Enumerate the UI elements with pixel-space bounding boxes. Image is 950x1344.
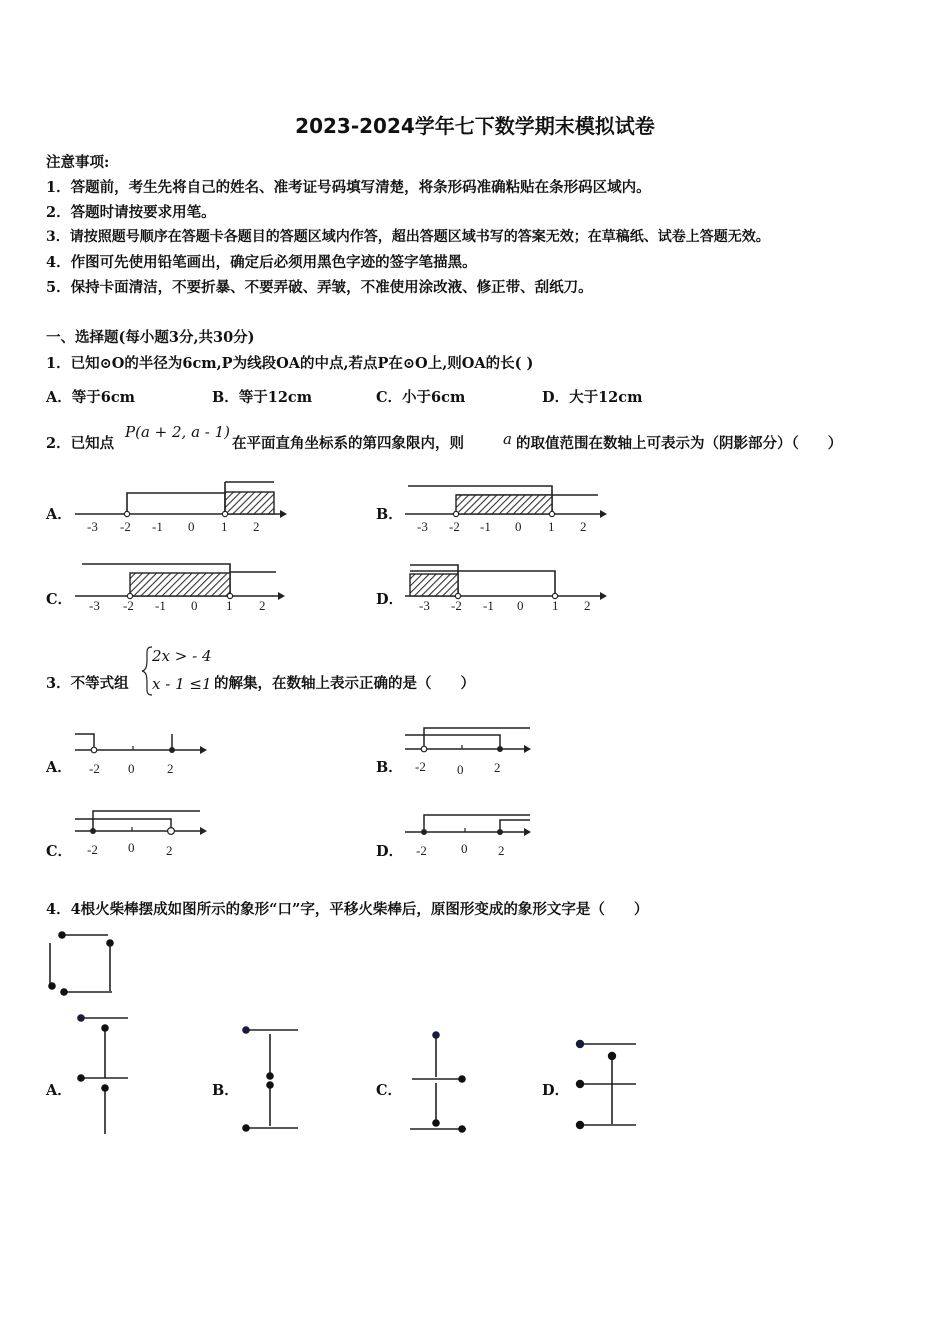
- q2-option-b[interactable]: B．: [376, 506, 403, 523]
- notice-item-2: 2．答题时请按要求用笔。: [46, 204, 216, 221]
- q4-option-d[interactable]: D．: [542, 1082, 570, 1099]
- tick-label: -1: [480, 519, 491, 534]
- notice-item-1: 1．答题前，考生先将自己的姓名、准考证号码填写清楚，将条形码准确粘贴在条形码区域内。: [46, 179, 651, 196]
- tick-label: -1: [152, 519, 163, 534]
- tick-label: -2: [123, 598, 134, 613]
- tick-label: 0: [461, 841, 468, 856]
- tick-label: -2: [120, 519, 131, 534]
- tick-label: 2: [584, 598, 591, 613]
- tick-label: 1: [552, 598, 559, 613]
- q3-option-b[interactable]: B．: [376, 759, 403, 776]
- tick-label: 0: [457, 762, 464, 777]
- q2-numberline-d: [400, 560, 620, 620]
- section-heading: 一、选择题(每小题3分,共30分): [46, 329, 255, 346]
- tick-label: 0: [188, 519, 195, 534]
- tick-label: -1: [483, 598, 494, 613]
- q2-option-d[interactable]: D．: [376, 591, 404, 608]
- q3-prefix: 3．不等式组: [46, 675, 129, 692]
- q2-numberline-a: [70, 478, 290, 538]
- q4-option-a[interactable]: A．: [46, 1082, 72, 1099]
- tick-label: -2: [449, 519, 460, 534]
- tick-label: 0: [128, 761, 135, 776]
- q2-middle: 在平面直角坐标系的第四象限内，则: [232, 435, 464, 452]
- tick-label: 2: [580, 519, 587, 534]
- q3-option-a[interactable]: A．: [46, 759, 72, 776]
- q2-option-a[interactable]: A．: [46, 506, 72, 523]
- tick-label: -2: [415, 759, 426, 774]
- tick-label: -2: [89, 761, 100, 776]
- q3-numberline-c: [70, 805, 220, 860]
- notice-heading: 注意事项:: [46, 154, 110, 171]
- q3-numberline-a: [70, 728, 220, 783]
- q2-point: P(a + 2, a - 1): [125, 423, 231, 441]
- notice-item-4: 4．作图可先使用铅笔画出，确定后必须用黑色字迹的签字笔描黑。: [46, 254, 477, 271]
- q4-figure-d: [566, 1030, 646, 1140]
- q2-numberline-c: [70, 560, 290, 620]
- tick-label: 2: [498, 843, 505, 858]
- q2-suffix: 的取值范围在数轴上可表示为（阴影部分）（ ）: [516, 435, 843, 452]
- tick-label: 2: [167, 761, 174, 776]
- q3-suffix: 的解集，在数轴上表示正确的是（ ）: [214, 675, 475, 692]
- notice-item-3: 3．请按照题号顺序在答题卡各题目的答题区域内作答，超出答题区域书写的答案无效；在草稿纸、试卷上答题无效。: [46, 229, 770, 245]
- tick-label: 2: [253, 519, 260, 534]
- tick-label: -3: [89, 598, 100, 613]
- tick-label: -1: [155, 598, 166, 613]
- q1-option-b[interactable]: B．等于12cm: [212, 389, 313, 406]
- q4-option-c[interactable]: C．: [376, 1082, 403, 1099]
- q4-matchstick-figure: [40, 925, 130, 1005]
- q3-ineq2: x - 1 ≤1: [152, 675, 212, 693]
- tick-label: 0: [515, 519, 522, 534]
- q2-var: a: [503, 430, 512, 448]
- q3-numberline-d: [400, 808, 550, 863]
- q4-figure-a: [70, 1010, 150, 1140]
- tick-label: 2: [166, 843, 173, 858]
- tick-label: 1: [548, 519, 555, 534]
- q3-ineq1: 2x > - 4: [152, 647, 212, 665]
- q3-option-d[interactable]: D．: [376, 843, 404, 860]
- tick-label: -3: [87, 519, 98, 534]
- tick-label: -2: [87, 842, 98, 857]
- q4-figure-b: [236, 1018, 316, 1138]
- tick-label: 1: [221, 519, 228, 534]
- tick-label: -2: [416, 843, 427, 858]
- q4-option-b[interactable]: B．: [212, 1082, 239, 1099]
- tick-label: -2: [451, 598, 462, 613]
- tick-label: 2: [494, 760, 501, 775]
- q4-stem: 4．4根火柴棒摆成如图所示的象形“口”字，平移火柴棒后，原图形变成的象形文字是（ ）: [46, 901, 649, 918]
- tick-label: -3: [417, 519, 428, 534]
- q2-option-c[interactable]: C．: [46, 591, 73, 608]
- tick-label: 0: [191, 598, 198, 613]
- tick-label: 1: [226, 598, 233, 613]
- tick-label: 0: [128, 840, 135, 855]
- tick-label: -3: [419, 598, 430, 613]
- q3-option-c[interactable]: C．: [46, 843, 73, 860]
- tick-label: 0: [517, 598, 524, 613]
- page-title: 2023-2024学年七下数学期末模拟试卷: [295, 114, 655, 138]
- q1-option-c[interactable]: C．小于6cm: [376, 389, 466, 406]
- q1-stem: 1．已知⊙O的半径为6cm,P为线段OA的中点,若点P在⊙O上,则OA的长( ): [46, 355, 534, 372]
- q1-option-d[interactable]: D．大于12cm: [542, 389, 643, 406]
- notice-item-5: 5．保持卡面清洁，不要折暴、不要弄破、弄皱，不准使用涂改液、修正带、刮纸刀。: [46, 279, 593, 296]
- q2-numberline-b: [400, 478, 620, 538]
- q4-figure-c: [400, 1025, 480, 1140]
- q3-numberline-b: [400, 725, 550, 780]
- tick-label: 2: [259, 598, 266, 613]
- q2-prefix: 2．已知点: [46, 435, 115, 452]
- q1-option-a[interactable]: A．等于6cm: [46, 389, 136, 406]
